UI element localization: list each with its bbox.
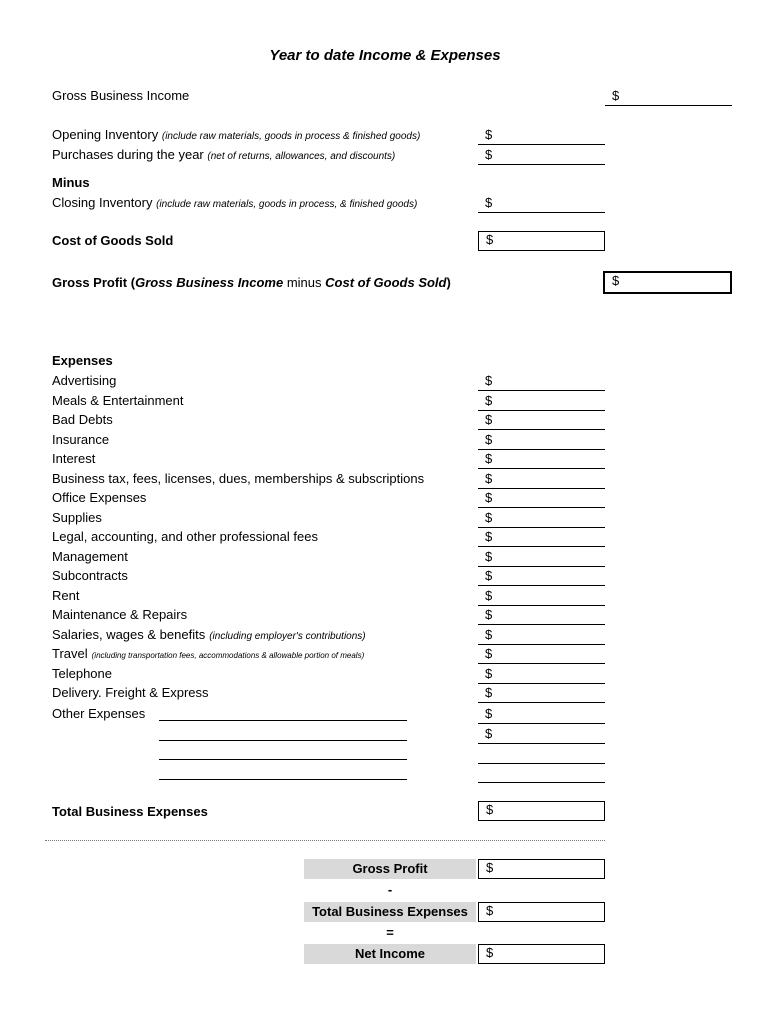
expense-row [52,393,184,409]
currency-symbol: $ [485,568,493,583]
summary-gross-profit-label: Gross Profit [304,859,476,879]
currency-symbol: $ [485,685,493,700]
expense-note: (including employer's contributions) [209,631,366,642]
expenses-heading: Expenses [52,353,113,368]
expense-row [52,588,79,604]
cost-of-goods-sold-field[interactable] [478,231,605,251]
expense-row [52,549,128,565]
currency-symbol: $ [485,127,493,142]
opening-inventory-label: Opening Inventory [52,127,159,142]
gross-business-income-term: Gross Business Income [135,275,284,290]
expense-amount-field[interactable] [478,412,605,430]
expense-amount-field[interactable] [478,666,605,684]
expense-label: Telephone [52,666,112,681]
other-expense-line-2[interactable] [159,740,407,741]
currency-symbol: $ [485,432,493,447]
currency-symbol: $ [485,451,493,466]
summary-gross-profit-field[interactable] [478,859,605,879]
total-business-expenses-label: Total Business Expenses [52,804,208,819]
currency-symbol: $ [485,607,493,622]
expense-note: (including transportation fees, accommodations & allowable portion of meals) [91,651,365,660]
expense-label: Interest [52,451,96,466]
expense-amount-field[interactable] [478,490,605,508]
expense-amount-field[interactable] [478,510,605,528]
expense-label: Advertising [52,373,117,388]
currency-symbol: $ [486,903,494,918]
expense-amount-field[interactable] [478,607,605,625]
expense-label: Salaries, wages & benefits [52,627,206,642]
expense-amount-field[interactable] [478,568,605,586]
expense-label: Travel [52,646,88,661]
expense-label: Office Expenses [52,490,147,505]
opening-inventory-field[interactable] [478,127,605,145]
expense-row [52,451,95,467]
summary-total-expenses-field[interactable] [478,902,605,922]
currency-symbol: $ [485,529,493,544]
other-expense-line-3[interactable] [159,759,407,760]
currency-symbol: $ [485,666,493,681]
cost-of-goods-sold-term: Cost of Goods Sold [325,275,447,290]
other-expense-line-1[interactable] [159,720,407,721]
expense-amount-field[interactable] [478,451,605,469]
expense-amount-field[interactable] [478,471,605,489]
gross-profit-formula [52,275,451,291]
expense-amount-field[interactable] [478,646,605,664]
expense-label: Insurance [52,432,110,447]
expense-row [52,568,128,584]
paren-open: ( [130,275,136,290]
currency-symbol: $ [485,706,493,721]
expense-row [52,627,366,645]
currency-symbol: $ [485,471,493,486]
expense-row [52,646,364,664]
currency-symbol: $ [485,393,493,408]
other-expense-field-2[interactable] [478,726,605,744]
expense-row [52,510,102,526]
expense-amount-field[interactable] [478,685,605,703]
expense-label: Subcontracts [52,568,128,583]
purchases-note: (net of returns, allowances, and discounts) [207,151,396,162]
expense-label: Legal, accounting, and other professional fees [52,529,318,544]
opening-inventory-row [52,127,420,145]
currency-symbol: $ [612,273,620,288]
currency-symbol: $ [485,195,493,210]
expense-label: Maintenance & Repairs [52,607,188,622]
currency-symbol: $ [485,412,493,427]
closing-inventory-note: (include raw materials, goods in process, & finished goods) [156,199,418,210]
minus-label: Minus [52,175,90,190]
currency-symbol: $ [485,147,493,162]
closing-inventory-label: Closing Inventory [52,195,153,210]
closing-inventory-field[interactable] [478,195,605,213]
currency-symbol: $ [486,802,494,817]
gross-business-income-label: Gross Business Income [52,88,190,103]
purchases-field[interactable] [478,147,605,165]
total-business-expenses-field[interactable] [478,801,605,821]
expense-row [52,412,113,428]
minus-sign: - [387,882,393,897]
minus-word: minus [286,275,322,290]
summary-net-income-label: Net Income [304,944,476,964]
expense-label: Business tax, fees, licenses, dues, memberships & subscriptions [52,471,425,486]
purchases-label: Purchases during the year [52,147,204,162]
expense-row [52,685,209,701]
currency-symbol: $ [485,490,493,505]
expense-label: Management [52,549,128,564]
expense-row [52,666,112,682]
expense-amount-field[interactable] [478,549,605,567]
expense-label: Delivery. Freight & Express [52,685,209,700]
expense-amount-field[interactable] [478,373,605,391]
currency-symbol: $ [486,232,494,247]
expense-row [52,373,116,389]
gross-profit-label: Gross Profit [52,275,128,290]
page-title: Year to date Income & Expenses [269,47,501,64]
currency-symbol: $ [485,646,493,661]
expense-row [52,607,187,623]
gross-profit-field[interactable] [603,271,732,294]
currency-symbol: $ [485,726,493,741]
paren-close: ) [446,275,451,290]
expense-row [52,471,424,487]
equals-sign: = [386,925,394,940]
expense-amount-field[interactable] [478,588,605,606]
other-expense-line-4[interactable] [159,779,407,780]
expense-label: Bad Debts [52,412,113,427]
currency-symbol: $ [485,627,493,642]
currency-symbol: $ [485,373,493,388]
cost-of-goods-sold-label: Cost of Goods Sold [52,233,174,248]
currency-symbol: $ [612,88,620,103]
section-divider [45,840,605,841]
currency-symbol: $ [486,860,494,875]
expense-amount-field[interactable] [478,393,605,411]
expense-amount-field[interactable] [478,529,605,547]
currency-symbol: $ [486,945,494,960]
expense-row [52,432,109,448]
expense-amount-field[interactable] [478,432,605,450]
expense-label: Supplies [52,510,102,525]
gross-business-income-field[interactable] [605,88,732,106]
other-expenses-label: Other Expenses [52,706,146,721]
other-expense-field-4[interactable] [478,782,605,783]
expense-label: Meals & Entertainment [52,393,184,408]
currency-symbol: $ [485,588,493,603]
currency-symbol: $ [485,549,493,564]
summary-net-income-field[interactable] [478,944,605,964]
expense-row [52,529,318,545]
purchases-row [52,147,395,165]
expense-label: Rent [52,588,80,603]
opening-inventory-note: (include raw materials, goods in process & finished goods) [161,131,421,142]
expense-row [52,490,146,506]
other-expense-field-1[interactable] [478,706,605,724]
closing-inventory-row [52,195,417,213]
other-expense-field-3[interactable] [478,763,605,764]
expense-amount-field[interactable] [478,627,605,645]
summary-total-expenses-label: Total Business Expenses [304,902,476,922]
currency-symbol: $ [485,510,493,525]
